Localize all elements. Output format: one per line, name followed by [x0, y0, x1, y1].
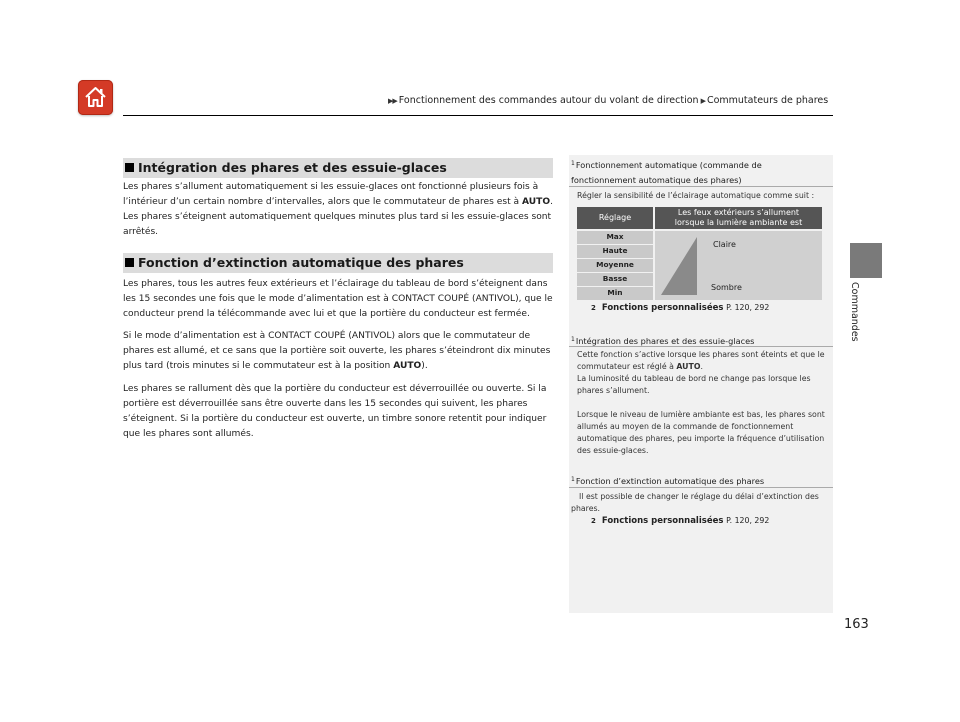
note-text: Régler la sensibilité de l’éclairage automatique comme suit : — [577, 191, 815, 200]
page-number: 163 — [844, 617, 869, 632]
table-cell-level: Basse — [577, 273, 653, 286]
note-text: Lorsque le niveau de lumière ambiante est bas, les phares sont allumés au moyen de la commande de fonctionnement automatique des phares, peu importe la fréquence d’utilisation des essuie-glaces. — [577, 410, 825, 455]
home-button[interactable] — [78, 80, 113, 115]
body-paragraph: Les phares se rallument dès que la portière du conducteur est déverrouillée ou ouverte. Si la portière est déverrouillée sans être ouverte dans les 15 secondes qui suivent, les phares s’éteignent. Si la portière du conducteur est ouverte, un timbre sonore retentit pour indiquer que les phares sont allumés. — [123, 384, 547, 439]
body-paragraph: Si le mode d’alimentation est à CONTACT COUPÉ (ANTIVOL) alors que le commutateur de phares est allumé, et ce sans que la portière soit ouverte, les phares s’éteindront dix minutes plus tard (trois minutes si le commutateur est à la position AUTO). — [123, 331, 551, 371]
section-square-icon — [125, 258, 134, 267]
note-text: Il est possible de changer le réglage du délai d’extinction des phares. — [571, 492, 819, 513]
breadcrumb — [388, 95, 828, 106]
table-header-condition: Les feux extérieurs s’allument lorsque la lumière ambiante est — [655, 207, 822, 229]
table-cell-level: Moyenne — [577, 259, 653, 272]
breadcrumb-item[interactable]: Fonctionnement des commandes autour du volant de direction — [398, 95, 699, 106]
note-title: $^1$Fonctionnement automatique (commande de fonctionnement automatique des phares) — [571, 160, 762, 185]
note-title: $^1$Intégration des phares et des essuie-glaces — [571, 336, 755, 346]
body-paragraph: Les phares, tous les autres feux extérieurs et l’éclairage du tableau de bord s’éteignent dans les 15 secondes une fois que le mode d’alimentation est à CONTACT COUPÉ (ANTIVOL), que le conducteur prend la télécommande avec lui et que la portière du conducteur est fermée. — [123, 279, 553, 319]
breadcrumb-arrow-icon: ▶ — [700, 97, 705, 105]
sidebar-notes — [569, 155, 833, 613]
reference-arrow-icon: 2 — [591, 304, 596, 312]
table-cell-level: Max — [577, 231, 653, 244]
section-heading: Fonction d’extinction automatique des phares — [123, 253, 553, 273]
note-rule — [569, 186, 833, 187]
section-heading: Intégration des phares et des essuie-glaces — [123, 158, 553, 178]
note-title: $^1$Fonction d’extinction automatique des phares — [571, 476, 765, 486]
cross-reference-link[interactable]: 2 Fonctions personnalisées P. 120, 292 — [591, 516, 770, 526]
table-cell-level: Haute — [577, 245, 653, 258]
note-rule — [569, 346, 833, 347]
breadcrumb-arrow-icon: ▶▶ — [388, 97, 397, 105]
chapter-tab[interactable] — [850, 243, 882, 278]
note-rule — [569, 487, 833, 488]
home-icon — [83, 85, 108, 110]
gradient-wedge-icon — [659, 235, 699, 297]
header-rule — [123, 115, 833, 116]
cross-reference-link[interactable]: 2 Fonctions personnalisées P. 120, 292 — [591, 303, 770, 313]
body-paragraph: Les phares s’allument automatiquement si les essuie-glaces ont fonctionné plusieurs fois à l’intérieur d’un certain nombre d’intervalles, alors que le commutateur de phares est à AUTO. Les phares s’éteignent automatiquement quelques minutes plus tard si les essuie-glaces sont arrêtés. — [123, 182, 553, 237]
ambient-bright-label: Claire — [713, 240, 736, 249]
note-text: Cette fonction s’active lorsque les phares sont éteints et que le commutateur est réglé à AUTO. — [577, 350, 825, 371]
table-cell-level: Min — [577, 287, 653, 300]
chapter-tab-label: Commandes — [849, 282, 860, 342]
note-text: La luminosité du tableau de bord ne change pas lorsque les phares s’allument. — [577, 374, 811, 395]
ambient-dark-label: Sombre — [711, 283, 742, 292]
table-header-setting: Réglage — [577, 207, 653, 229]
reference-arrow-icon: 2 — [591, 517, 596, 525]
breadcrumb-item[interactable]: Commutateurs de phares — [706, 95, 829, 106]
section-square-icon — [125, 163, 134, 172]
table-cell-ambient — [655, 231, 822, 300]
